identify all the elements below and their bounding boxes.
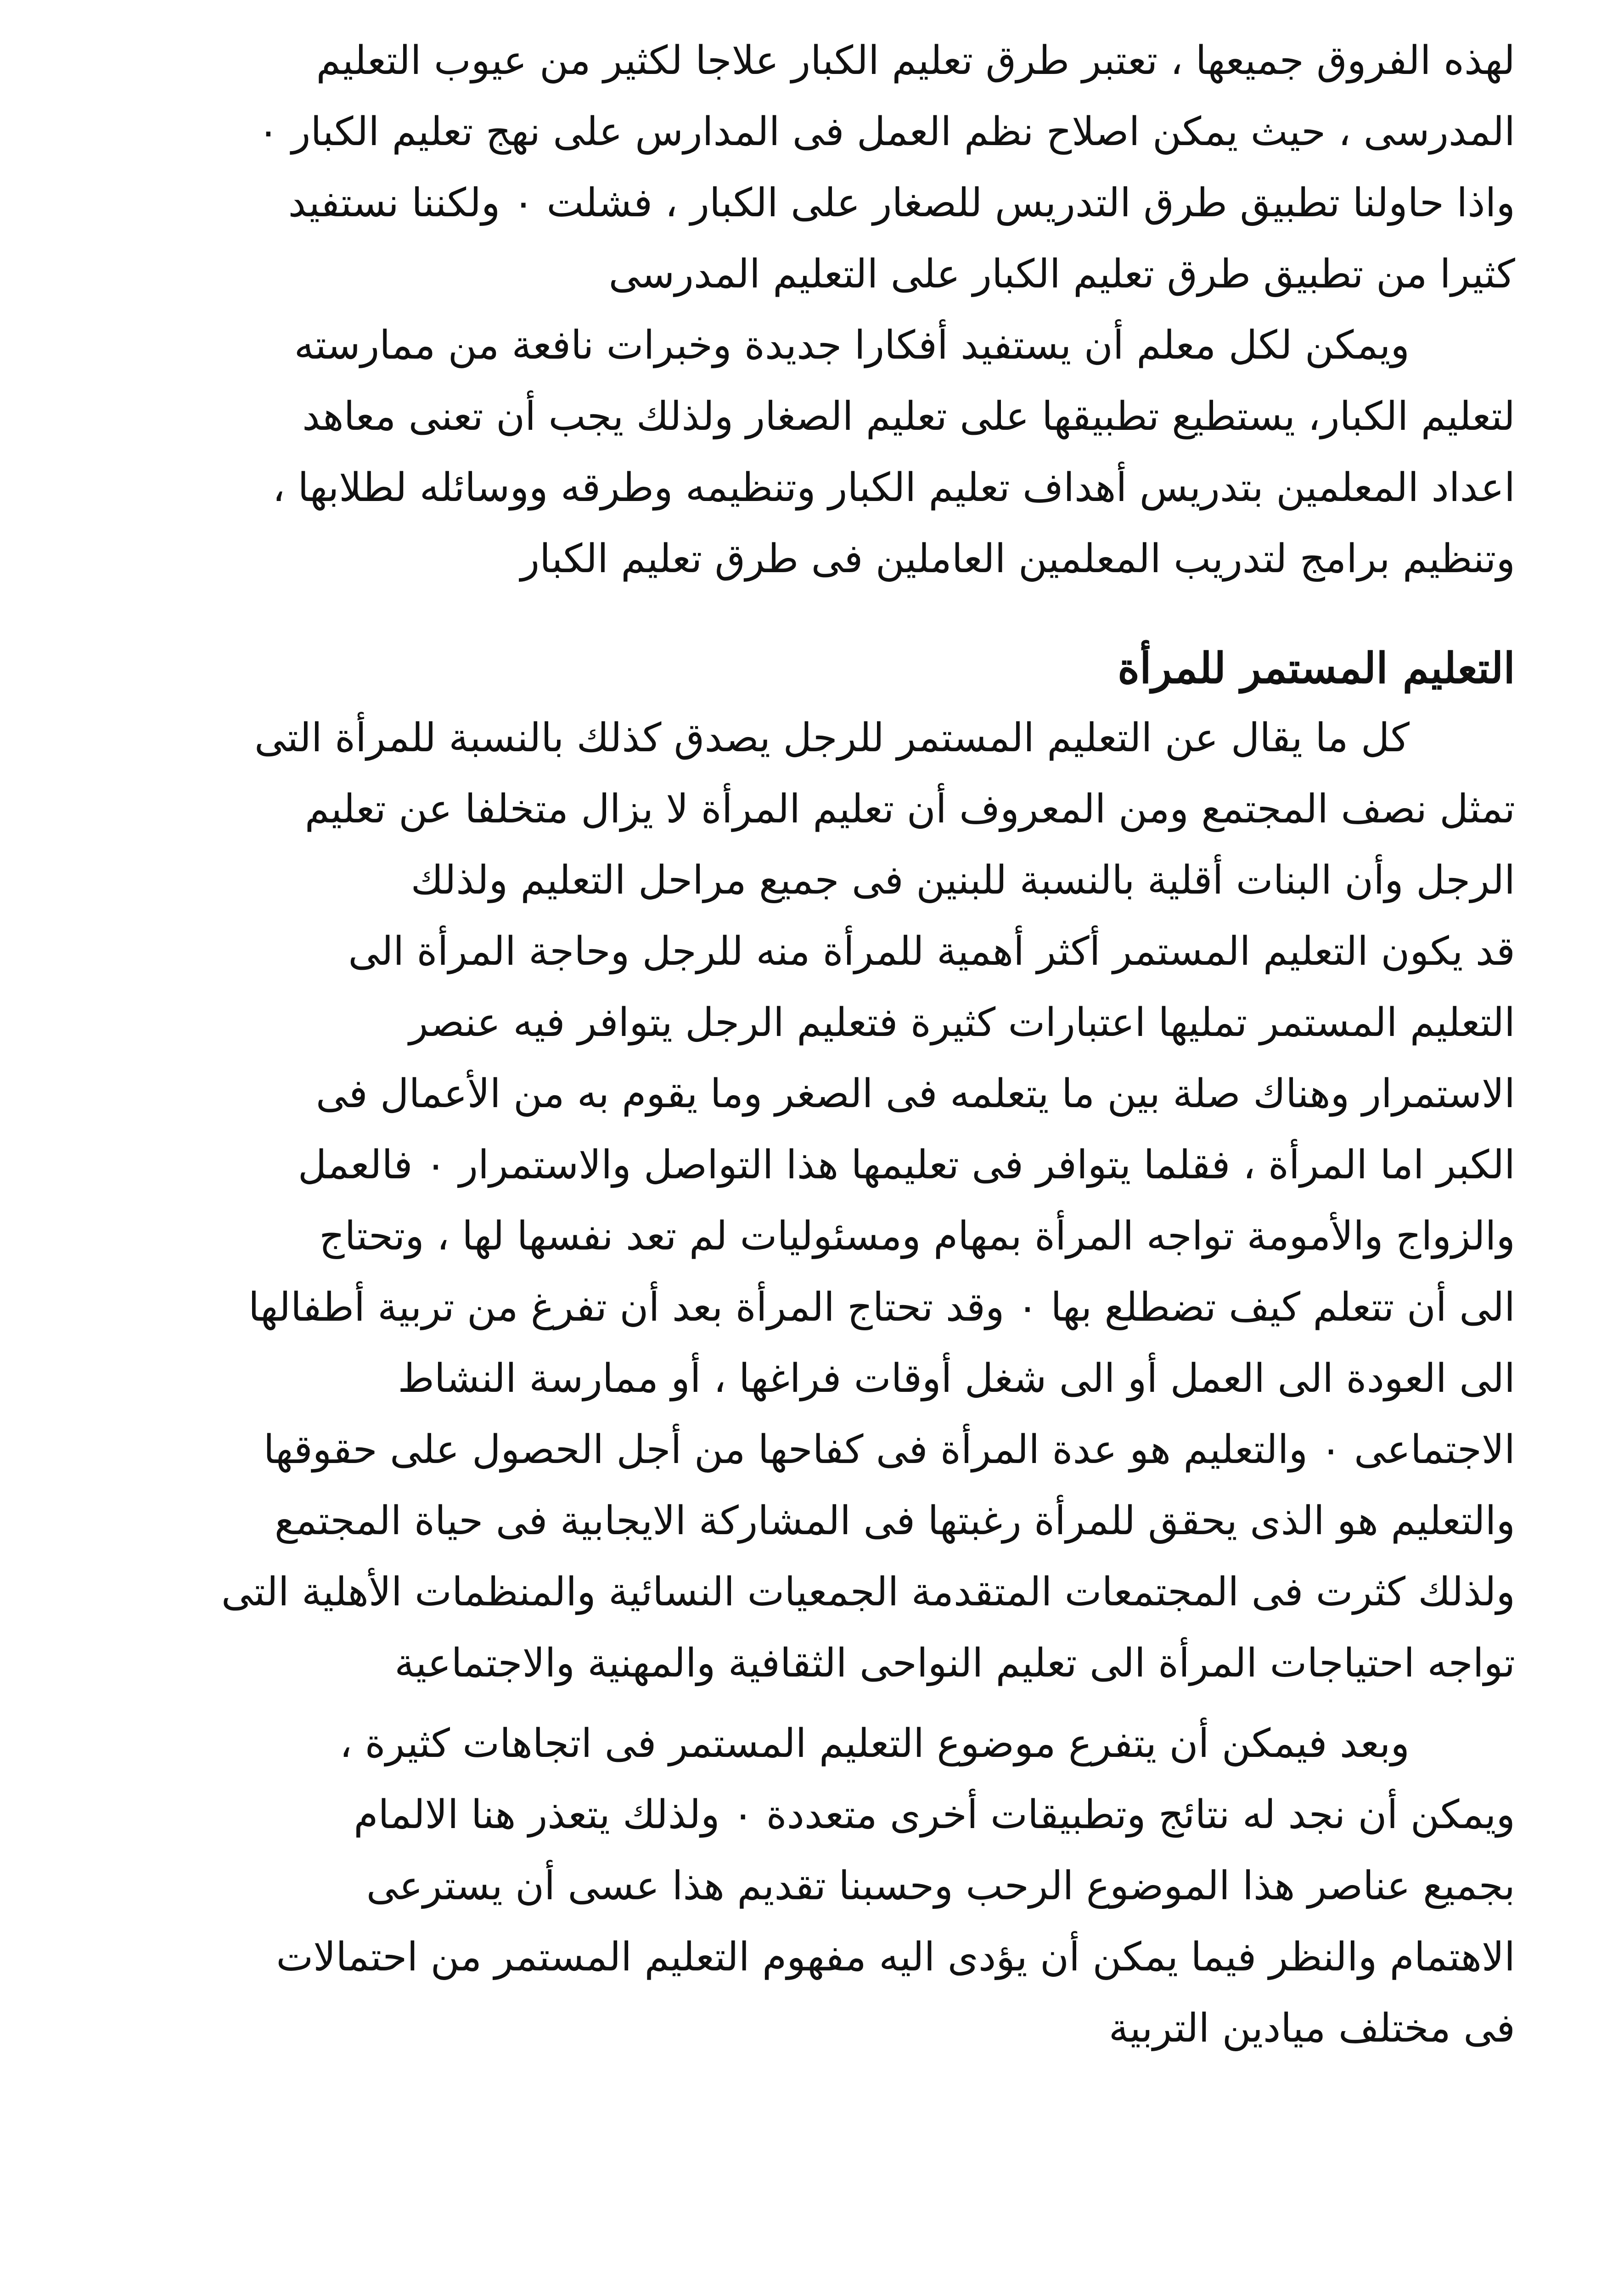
text-line: الاستمرار وهناك صلة بين ما يتعلمه فى الصغر وما يقوم به من الأعمال فى (315, 1071, 1515, 1117)
text-line: المدرسى ، حيث يمكن اصلاح نظم العمل فى المدارس على نهج تعليم الكبار ٠ (258, 109, 1515, 155)
text-line: تواجه احتياجات المرأة الى تعليم النواحى الثقافية والمهنية والاجتماعية (394, 1640, 1515, 1686)
text-line: الاجتماعى ٠ والتعليم هو عدة المرأة فى كفاحها من أجل الحصول على حقوقها (263, 1427, 1515, 1473)
text-line: وبعد فيمكن أن يتفرع موضوع التعليم المستمر فى اتجاهات كثيرة ، (339, 1721, 1410, 1767)
text-line: الاهتمام والنظر فيما يمكن أن يؤدى اليه مفهوم التعليم المستمر من احتمالات (276, 1934, 1515, 1980)
text-line: واذا حاولنا تطبيق طرق التدريس للصغار على الكبار ، فشلت ٠ ولكننا نستفيد (288, 180, 1515, 226)
text-line: الى العودة الى العمل أو الى شغل أوقات فراغها ، أو ممارسة النشاط (398, 1356, 1515, 1401)
paragraph-women-continuing-education (101, 703, 1515, 1699)
text-line: لتعليم الكبار، يستطيع تطبيقها على تعليم الصغار ولذلك يجب أن تعنى معاهد (302, 394, 1515, 439)
text-line: لهذه الفروق جميعها ، تعتبر طرق تعليم الكبار علاجا لكثير من عيوب التعليم (316, 38, 1515, 84)
text-line: التعليم المستمر تمليها اعتبارات كثيرة فتعليم الرجل يتوافر فيه عنصر (409, 1000, 1515, 1046)
text-line: الرجل وأن البنات أقلية بالنسبة للبنين فى جميع مراحل التعليم ولذلك (410, 857, 1515, 903)
text-line: ولذلك كثرت فى المجتمعات المتقدمة الجمعيات النسائية والمنظمات الأهلية التى (221, 1569, 1515, 1615)
text-line: فى مختلف ميادين التربية (1108, 2005, 1515, 2051)
text-line: بجميع عناصر هذا الموضوع الرحب وحسبنا تقديم هذا عسى أن يسترعى (366, 1863, 1515, 1909)
text-line: الى أن تتعلم كيف تضطلع بها ٠ وقد تحتاج المرأة بعد أن تفرغ من تربية أطفالها (248, 1284, 1515, 1330)
text-line: كل ما يقال عن التعليم المستمر للرجل يصدق كذلك بالنسبة للمرأة التى (254, 715, 1410, 761)
text-line: اعداد المعلمين بتدريس أهداف تعليم الكبار وتنظيمه وطرقه ووسائله لطلابها ، (272, 465, 1515, 511)
text-line: كثيرا من تطبيق طرق تعليم الكبار على التعليم المدرسى (608, 251, 1515, 297)
text-line: الكبر اما المرأة ، فقلما يتوافر فى تعليمها هذا التواصل والاستمرار ٠ فالعمل (298, 1142, 1515, 1188)
paragraph-teacher-training (101, 310, 1515, 595)
text-line: ويمكن أن نجد له نتائج وتطبيقات أخرى متعددة ٠ ولذلك يتعذر هنا الالمام (354, 1792, 1515, 1838)
paragraph-conclusion (101, 1708, 1515, 2064)
text-line: قد يكون التعليم المستمر أكثر أهمية للمرأة منه للرجل وحاجة المرأة الى (348, 929, 1515, 974)
text-line: وتنظيم برامج لتدريب المعلمين العاملين فى طرق تعليم الكبار (520, 536, 1515, 582)
text-line: ويمكن لكل معلم أن يستفيد أفكارا جديدة وخبرات نافعة من ممارسته (294, 322, 1410, 368)
text-line: والتعليم هو الذى يحقق للمرأة رغبتها فى المشاركة الايجابية فى حياة المجتمع (274, 1498, 1515, 1544)
text-line: والزواج والأمومة تواجه المرأة بمهام ومسئوليات لم تعد نفسها لها ، وتحتاج (319, 1213, 1515, 1259)
text-line: تمثل نصف المجتمع ومن المعروف أن تعليم المرأة لا يزال متخلفا عن تعليم (304, 786, 1515, 832)
paragraph-adult-education-methods (101, 25, 1515, 310)
section-heading: التعليم المستمر للمرأة (1117, 643, 1515, 693)
